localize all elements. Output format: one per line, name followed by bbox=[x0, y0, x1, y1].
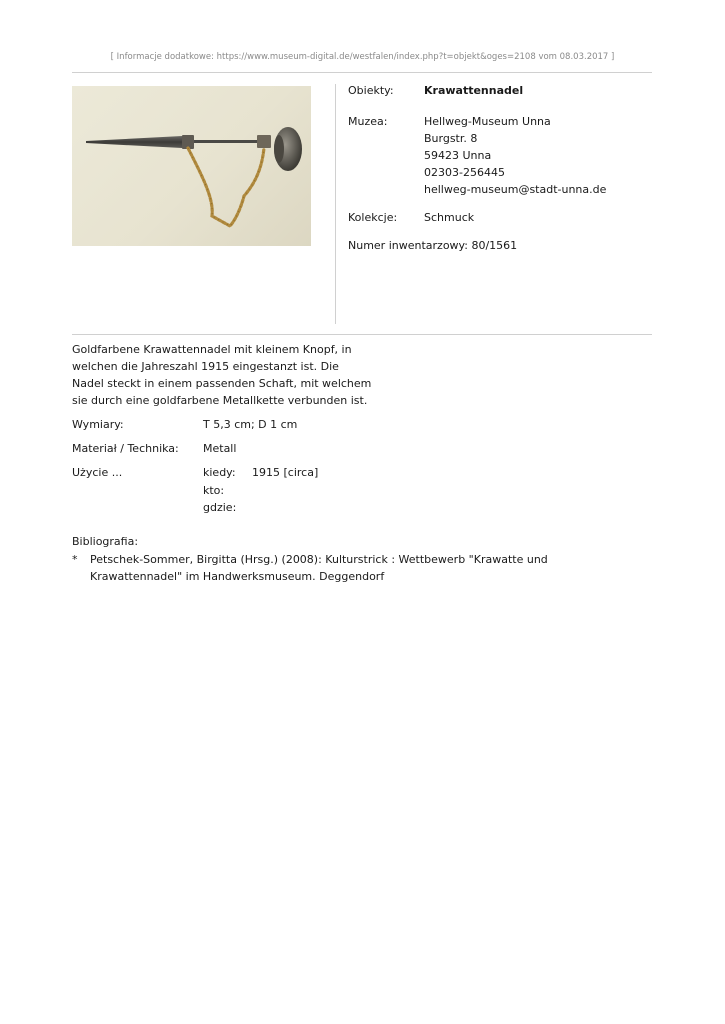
collection-value: Schmuck bbox=[424, 211, 475, 224]
when-value: 1915 [circa] bbox=[252, 466, 319, 479]
source-info-line: [ Informacje dodatkowe: https://www.museum-digital.de/westfalen/index.php?t=objekt&oges=2108 vom 08.03.2017 ] bbox=[110, 52, 615, 62]
tie-pin-illustration bbox=[72, 86, 311, 246]
objects-label: Obiekty: bbox=[348, 84, 394, 97]
material-label: Materiał / Technika: bbox=[72, 442, 179, 455]
museum-email: hellweg-museum@stadt-unna.de bbox=[424, 183, 607, 196]
usage-label: Użycie ... bbox=[72, 466, 123, 479]
top-divider bbox=[72, 72, 652, 73]
object-photo bbox=[72, 86, 311, 246]
museum-phone: 02303-256445 bbox=[424, 166, 505, 179]
dimensions-label: Wymiary: bbox=[72, 418, 124, 431]
bibliography-bullet: * bbox=[72, 553, 78, 566]
museum-street: Burgstr. 8 bbox=[424, 132, 478, 145]
museum-label: Muzea: bbox=[348, 115, 388, 128]
object-title: Krawattennadel bbox=[424, 84, 524, 97]
dimensions-value: T 5,3 cm; D 1 cm bbox=[203, 418, 298, 431]
museum-address bbox=[424, 113, 606, 198]
middle-divider bbox=[72, 334, 652, 335]
vertical-divider bbox=[335, 84, 336, 324]
where-label: gdzie: bbox=[203, 501, 237, 514]
bibliography-entry: Petschek-Sommer, Birgitta (Hrsg.) (2008): Kulturstrick : Wettbewerb "Krawatte und Krawattennadel" im Handwerksmuseum. Deggendorf bbox=[90, 553, 548, 583]
inventory-number: Numer inwentarzowy: 80/1561 bbox=[348, 239, 518, 252]
object-description: Goldfarbene Krawattennadel mit kleinem Knopf, in welchen die Jahreszahl 1915 eingestanzt ist. Die Nadel steckt in einem passenden Schaft, mit welchem sie durch eine goldfarbene Metallkette verbunden ist. bbox=[72, 343, 372, 407]
when-label: kiedy: bbox=[203, 466, 236, 479]
museum-city: 59423 Unna bbox=[424, 149, 492, 162]
museum-name: Hellweg-Museum Unna bbox=[424, 115, 551, 128]
collection-label: Kolekcje: bbox=[348, 211, 398, 224]
material-value: Metall bbox=[203, 442, 237, 455]
who-label: kto: bbox=[203, 484, 225, 497]
bibliography-heading: Bibliografia: bbox=[72, 535, 139, 548]
